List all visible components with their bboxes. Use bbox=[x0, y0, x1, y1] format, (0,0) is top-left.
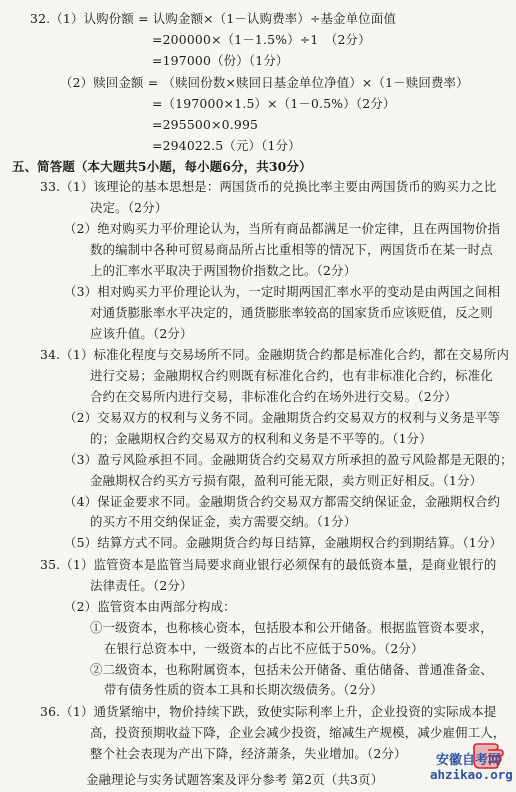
text-line: ②二级资本，也称附属资本，包括未公开储备、重估储备、普通准备金、 bbox=[90, 662, 493, 677]
text-line: 法律责任。（2分） bbox=[90, 578, 193, 593]
text-line: =（197000×1.5）×（1－0.5%）（2分） bbox=[152, 96, 396, 111]
text-line: ①一级资本，也称核心资本，包括股本和公开储备。根据监管资本要求， bbox=[90, 620, 493, 635]
text-line: 决定。（2分） bbox=[90, 200, 168, 215]
site-watermark[interactable] bbox=[400, 735, 512, 789]
site-name: 安徽自考网 bbox=[436, 753, 502, 768]
page-footer: 金融理论与实务试题答案及评分参考 第2页（共3页） bbox=[86, 772, 384, 787]
text-line: （2）监管资本由两部分构成： bbox=[64, 599, 236, 614]
text-line: 对通货膨胀率水平决定的，通货膨胀率较高的国家货币应该贬值，反之则 bbox=[90, 305, 493, 320]
text-line: =295500×0.995 bbox=[152, 117, 259, 132]
text-line-continued: 整个社会表现为产出下降，经济萧条，失业增加。（2分） bbox=[90, 746, 407, 761]
text-line: （2）赎回金额 = （赎回份数×赎回日基金单位净值）×（1－赎回费率） bbox=[60, 75, 469, 90]
text-line: 33.（1）该理论的基本思想是：两国货币的兑换比率主要由两国货币的购买力之比 bbox=[40, 179, 497, 194]
site-url[interactable]: ahzikao.org bbox=[430, 767, 513, 782]
text-line: 金融期权合约买方亏损有限，盈利可能无限，卖方则正好相反。（1分） bbox=[90, 473, 483, 488]
text-line: 的；金融期权合约交易双方的权利和义务是不平等的。（1分） bbox=[90, 431, 432, 446]
text-line: 的买方不用交纳保证金，卖方需要交纳。（1分） bbox=[90, 514, 357, 529]
text-line: 应该升值。（2分） bbox=[90, 326, 193, 341]
text-line: 进行交易；金融期权合约则既有标准化合约，也有非标准化合约，标准化 bbox=[90, 368, 493, 383]
text-line-continued: 高，投资预期收益下降，企业会减少投资，缩减生产规模，减少雇佣工人， bbox=[90, 725, 506, 740]
text-line: （3）相对购买力平价理论认为，一定时期两国汇率水平的变动是由两国之间相 bbox=[64, 284, 501, 299]
text-line: 34.（1）标准化程度与交易场所不同。金融期货合约都是标准化合约，都在交易所内 bbox=[40, 347, 510, 362]
text-line: =200000×（1－1.5%）÷1 （2分） bbox=[152, 32, 371, 47]
text-line: 合约在交易所内进行交易，非标准化合约在场外进行交易。（2分） bbox=[90, 389, 458, 404]
text-line: （3）盈亏风险承担不同。金融期货合约交易双方所承担的盈亏风险都是无限的； bbox=[64, 452, 513, 467]
text-line: （2）绝对购买力平价理论认为，当所有商品都满足一价定律，且在两国物价指 bbox=[64, 221, 501, 236]
text-line: （2）交易双方的权利与义务不同。金融期货合约交易双方的权利与义务是平等 bbox=[64, 410, 501, 425]
text-line: （5）结算方式不同。金融期货合约每日结算，金融期权合约到期结算。（1分） bbox=[64, 535, 503, 550]
text-line: （4）保证金要求不同。金融期货合约交易双方都需交纳保证金，金融期权合约 bbox=[64, 494, 501, 509]
text-line: =294022.5（元）（1分） bbox=[152, 138, 301, 153]
text-line: =197000（份）（1分） bbox=[152, 53, 289, 68]
text-line: 五、简答题（本大题共5小题，每小题6分，共30分） bbox=[12, 159, 312, 174]
text-line: 36.（1）通货紧缩中，物价持续下跌，致使实际利率上升，企业投资的实际成本提 bbox=[40, 704, 497, 719]
text-line: 35.（1）监管资本是监管当局要求商业银行必须保有的最低资本量，是商业银行的 bbox=[40, 557, 497, 572]
text-line: 数的编制中各种可贸易商品所占比重相等的情况下，两国货币在某一时点 bbox=[90, 242, 493, 257]
text-line: 上的汇率水平取决于两国物价指数之比。（2分） bbox=[90, 263, 357, 278]
text-line: 在银行总资本中，一级资本的占比不应低于50%。（2分） bbox=[104, 641, 424, 656]
text-line: 带有债务性质的资本工具和长期次级债务。（2分） bbox=[104, 682, 383, 697]
text-line: 32.（1）认购份额 = 认购金额×（1－认购费率）÷基金单位面值 bbox=[30, 11, 397, 26]
